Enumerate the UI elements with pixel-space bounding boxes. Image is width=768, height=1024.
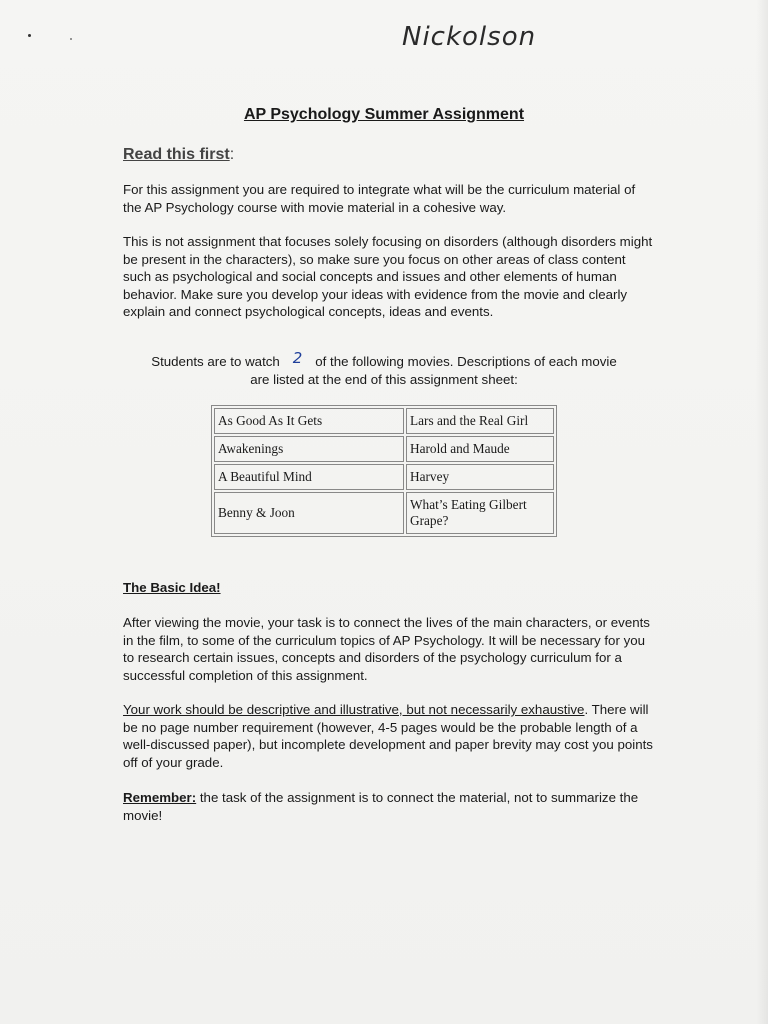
table-row [214, 436, 554, 462]
scan-edge [756, 0, 768, 1024]
page-title: AP Psychology Summer Assignment [243, 106, 525, 123]
disorders-paragraph: This is not assignment that focuses solely focusing on disorders (although disorders might be present in the characters), so make sure you focus on other areas of class content such as psychological and social concepts and issues and other elements of human behavior. Make sure you develop your ideas with evidence from the movie and clearly explain and connect psychological concepts, ideas and events. [123, 234, 653, 319]
basic-idea-paragraph: After viewing the movie, your task is to connect the lives of the main characters, or events in the film, to some of the curriculum topics of AP Psychology. It will be necessary for you to research certain issues, concepts and disorders of the psychology curriculum for a successful completion of this assignment. [123, 615, 650, 683]
remember-label: Remember: [123, 790, 197, 805]
remember-paragraph [123, 789, 653, 824]
movie-cell: Harvey [406, 464, 554, 490]
movie-cell: As Good As It Gets [214, 408, 404, 434]
movie-cell: What’s Eating Gilbert Grape? [406, 492, 554, 534]
handwritten-number: 2 [292, 349, 303, 367]
movie-cell: Lars and the Real Girl [406, 408, 554, 434]
remember-text: the task of the assignment is to connect the material, not to summarize the movie! [123, 790, 639, 823]
work-underlined: Your work should be descriptive and illustrative, but not necessarily exhaustive [123, 702, 585, 717]
read-first-colon: : [229, 146, 235, 163]
read-first-heading [123, 146, 234, 164]
movie-cell: Harold and Maude [406, 436, 554, 462]
work-paragraph [123, 701, 653, 771]
scan-speck [28, 34, 31, 37]
handwritten-name: Nickolson [402, 22, 537, 52]
watch-instruction [0, 349, 768, 388]
scan-speck [70, 38, 72, 40]
basic-idea-heading: The Basic Idea! [123, 580, 221, 595]
watch-line2: are listed at the end of this assignment sheet: [250, 371, 518, 387]
read-first-label: Read this first [123, 146, 230, 163]
movie-cell: A Beautiful Mind [214, 464, 404, 490]
intro-paragraph: For this assignment you are required to integrate what will be the curriculum material of the AP Psychology course with movie material in a cohesive way. [123, 182, 636, 215]
table-row [214, 492, 554, 534]
movie-cell: Benny & Joon [214, 492, 404, 534]
work-rest: . There will be no page number requirement (however, 4-5 pages would be the probable length of a well-discussed paper), but incomplete development and paper brevity may cost you points off of your grade. [123, 702, 653, 770]
watch-after: of the following movies. Descriptions of each movie [315, 354, 617, 369]
movies-table [211, 405, 557, 537]
table-row [214, 408, 554, 434]
watch-before: Students are to watch [151, 354, 280, 369]
movie-cell: Awakenings [214, 436, 404, 462]
table-row [214, 464, 554, 490]
